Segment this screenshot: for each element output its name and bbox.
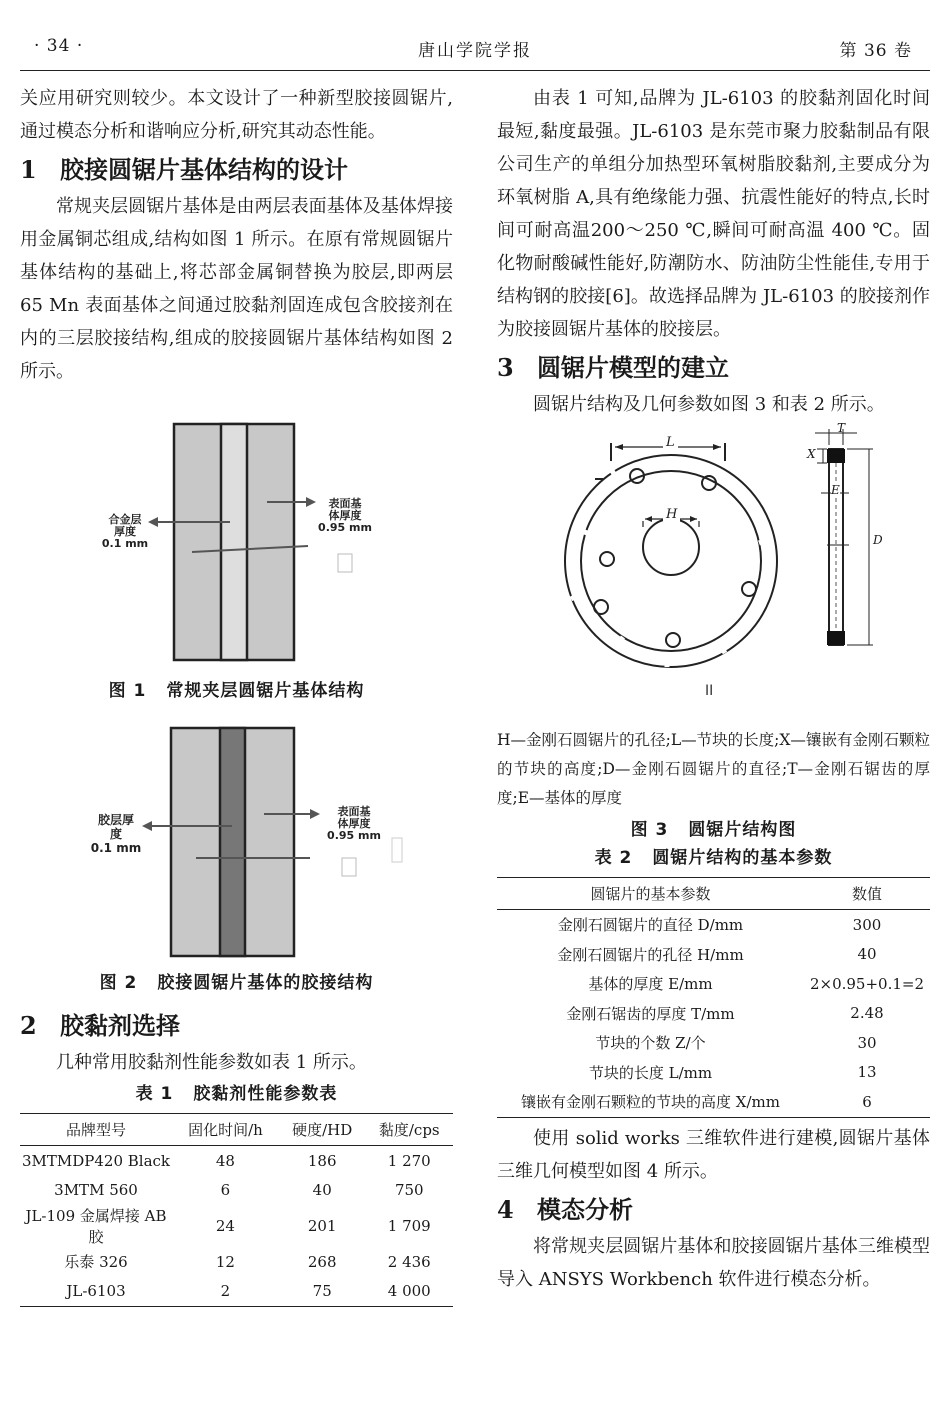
intro-paragraph: 关应用研究则较少。本文设计了一种新型胶接圆锯片,通过模态分析和谐响应分析,研究其动态性能。 [20, 88, 453, 142]
right-column [497, 82, 930, 1296]
fig1-left-label-3: 0.1 mm [101, 537, 149, 550]
table-1-caption [20, 1081, 453, 1107]
table-cell: 镶嵌有金刚石颗粒的节块的高度 X/mm [497, 1087, 804, 1117]
saw-blade-drawing [497, 421, 930, 726]
right-paragraph-1: 由表 1 可知,品牌为 JL-6103 的胶黏剂固化时间最短,黏度最强。JL-6103 是东莞市聚力胶黏制品有限公司生产的单组分加热型环氧树脂胶黏剂,主要成分为环氧树脂 A,具有绝缘能力强、抗震性能好的特点,长时间可耐高温200～250 ℃,瞬间可耐高温 400 ℃。固化物耐酸碱性能好,防潮防水、防油防尘性能佳,专用于结构钢的胶接[6]。故选择品牌为 JL-6103 的胶接剂作为胶接圆锯片基体的胶接层。 [497, 88, 930, 340]
table-2-caption-text: 圆锯片结构的基本参数 [652, 848, 833, 868]
table-row [497, 969, 930, 999]
section-2-heading [20, 1006, 453, 1046]
page-number: · 34 · [34, 36, 84, 56]
dim-h-label: H [663, 507, 680, 522]
table-cell: 30 [857, 1033, 877, 1052]
figure-1 [20, 414, 453, 674]
fig2-right-label-2: 体厚度 [337, 817, 371, 830]
fig1-left-label-1: 合金层 [108, 513, 142, 526]
table-cell: 12 [215, 1252, 235, 1271]
fig1-right-label-3: 0.95 mm [318, 521, 372, 534]
dim-e-label: E [831, 483, 840, 497]
table-cell: 3MTM 560 [54, 1181, 138, 1200]
fig2-left-label-1: 胶层厚 [97, 813, 134, 827]
fig2-right-label-1: 表面基 [337, 805, 371, 818]
table-2-header: 数值 [804, 878, 930, 910]
section-1-title: 胶接圆锯片基体结构的设计 [60, 156, 348, 184]
table-1 [20, 1113, 453, 1307]
table-row [497, 1058, 930, 1088]
section-4-paragraph: 将常规夹层圆锯片基体和胶接圆锯片基体三维模型导入 ANSYS Workbench 软件进行模态分析。 [497, 1235, 930, 1290]
table-row [20, 1146, 453, 1176]
figure-1-caption-text: 常规夹层圆锯片基体结构 [166, 681, 365, 701]
figure-2-caption-number: 图 2 [99, 973, 138, 993]
dim-l-label: L [663, 435, 678, 450]
table-cell: 3MTMDP420 Black [21, 1151, 171, 1170]
section-1-heading [20, 150, 453, 190]
fig1-left-label-2: 厚度 [114, 525, 136, 538]
table-2-caption-number: 表 2 [594, 848, 633, 868]
section-1-number: 1 [20, 155, 37, 184]
table-cell: 186 [307, 1151, 337, 1170]
table-1-header: 黏度/cps [366, 1114, 453, 1146]
figure-mark: II [705, 683, 714, 699]
figure-2-caption-text: 胶接圆锯片基体的胶接结构 [157, 973, 374, 993]
table-cell: 24 [215, 1217, 235, 1235]
section-2-paragraph: 几种常用胶黏剂性能参数如表 1 所示。 [56, 1052, 367, 1073]
table-1-header: 硬度/HD [279, 1114, 366, 1146]
dim-x-label: X [807, 447, 816, 461]
right-paragraph-2: 使用 solid works 三维软件进行建模,圆锯片基体三维几何模型如图 4 所示。 [497, 1127, 930, 1182]
figure-3-caption-number: 图 3 [630, 820, 669, 840]
section-4-title: 模态分析 [537, 1195, 633, 1224]
fig2-left-label-3: 0.1 mm [90, 841, 142, 855]
section-1-paragraph: 常规夹层圆锯片基体是由两层表面基体及基体焊接用金属铜芯组成,结构如图 1 所示。在原有常规圆锯片基体结构的基础上,将芯部金属铜替换为胶层,即两层 65 Mn 表面基体之间通过胶黏剂固连成包含胶接剂在内的三层胶接结构,组成的胶接圆锯片基体结构如图 2 所示。 [20, 196, 453, 382]
table-cell: 2×0.95+0.1=2 [809, 974, 925, 993]
table-cell: JL-6103 [20, 1277, 172, 1307]
figure-3 [497, 421, 930, 726]
section-2-title: 胶黏剂选择 [60, 1012, 180, 1040]
table-cell: 48 [215, 1151, 235, 1170]
table-cell: 基体的厚度 E/mm [588, 975, 713, 994]
table-cell: 300 [852, 915, 882, 934]
table-1-header: 品牌型号 [20, 1114, 172, 1146]
table-1-caption-number: 表 1 [135, 1084, 174, 1104]
table-row [20, 1205, 453, 1247]
figure-2-drawing [20, 718, 453, 964]
section-3-heading [497, 348, 930, 388]
figure-3-caption [497, 817, 930, 843]
fig1-right-label-2: 体厚度 [328, 509, 362, 522]
section-4-heading [497, 1190, 930, 1230]
table-row [20, 1277, 453, 1307]
table-cell: 2.48 [850, 1004, 884, 1023]
table-cell: 75 [279, 1277, 366, 1307]
table-row [497, 910, 930, 940]
table-1-caption-text: 胶黏剂性能参数表 [193, 1084, 338, 1104]
table-2-header: 圆锯片的基本参数 [497, 878, 804, 910]
figure-2 [20, 718, 453, 964]
figure-1-caption-number: 图 1 [108, 681, 147, 701]
table-cell: 6 [220, 1181, 231, 1200]
table-cell: 金刚石锯齿的厚度 T/mm [566, 1004, 735, 1023]
header-rule [20, 70, 930, 71]
table-cell: 4 000 [366, 1277, 453, 1307]
table-row [497, 940, 930, 970]
table-cell: 节块的长度 L/mm [588, 1063, 713, 1082]
dim-t-label: T [837, 421, 846, 435]
table-cell: 1 270 [387, 1151, 431, 1170]
table-row [20, 1176, 453, 1206]
table-cell: 40 [312, 1181, 332, 1200]
section-4-number: 4 [497, 1194, 514, 1224]
table-cell: 节块的个数 Z/个 [595, 1034, 706, 1053]
table-cell: 40 [857, 945, 877, 964]
table-1-header: 固化时间/h [172, 1114, 279, 1146]
fig1-right-label-1: 表面基 [328, 497, 362, 510]
table-row [20, 1247, 453, 1277]
table-cell: 201 [307, 1217, 337, 1235]
table-row [497, 1028, 930, 1058]
journal-title: 唐山学院学报 [418, 41, 532, 61]
table-2-caption [497, 845, 930, 871]
table-cell: 2 [172, 1277, 279, 1307]
blade-side-view [815, 429, 873, 645]
table-cell: 1 709 [387, 1217, 431, 1235]
table-cell: 268 [307, 1252, 337, 1271]
table-cell: 金刚石圆锯片的直径 D/mm [557, 916, 744, 935]
table-cell: 750 [394, 1181, 424, 1200]
table-cell: 13 [857, 1063, 877, 1082]
fig2-right-label-3: 0.95 mm [327, 829, 381, 842]
table-cell: JL-109 金属焊接 AB 胶 [25, 1207, 167, 1246]
figure-1-caption [20, 678, 453, 704]
volume-label: 第 36 卷 [839, 41, 912, 61]
left-column [20, 82, 453, 1307]
fig2-left-label-2: 度 [109, 827, 122, 841]
dim-d-label: D [873, 533, 883, 547]
figure-3-caption-text: 圆锯片结构图 [688, 820, 797, 840]
figure-1-drawing [20, 414, 453, 674]
table-cell: 金刚石圆锯片的孔径 H/mm [557, 945, 744, 964]
table-row [497, 1087, 930, 1117]
table-cell: 乐泰 326 [64, 1253, 128, 1272]
section-3-number: 3 [497, 353, 514, 382]
table-cell: 6 [804, 1087, 930, 1117]
figure-2-caption [20, 970, 453, 996]
table-2 [497, 877, 930, 1118]
section-2-number: 2 [20, 1011, 37, 1040]
section-3-title: 圆锯片模型的建立 [537, 354, 729, 382]
table-row [497, 999, 930, 1029]
section-3-paragraph: 圆锯片结构及几何参数如图 3 和表 2 所示。 [533, 394, 885, 415]
table-cell: 2 436 [387, 1252, 431, 1271]
figure-3-note: H—金刚石圆锯片的孔径;L—节块的长度;X—镶嵌有金刚石颗粒的节块的高度;D—金刚石圆锯片的直径;T—金刚石锯齿的厚度;E—基体的厚度 [497, 731, 930, 807]
